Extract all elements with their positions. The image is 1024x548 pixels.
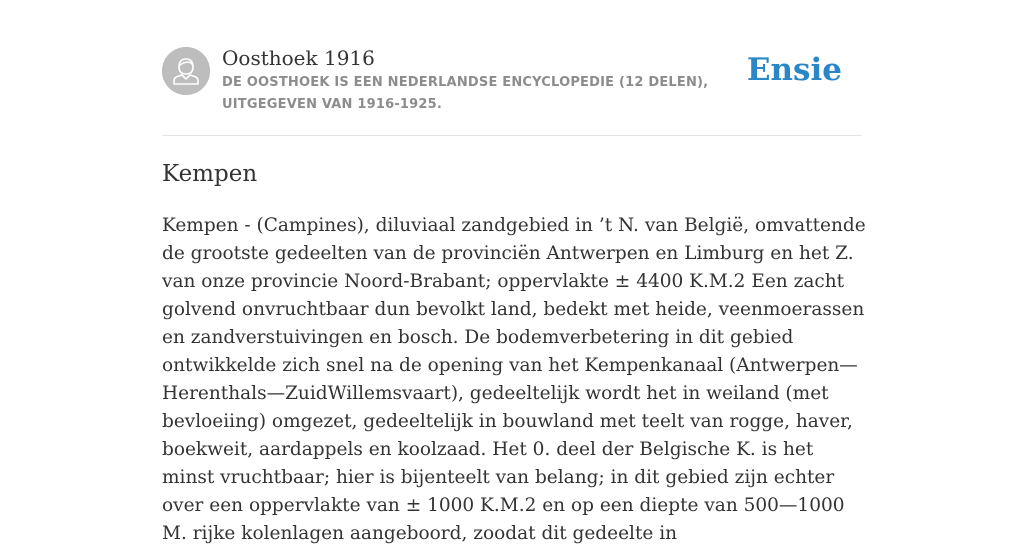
source-header [162,46,862,136]
source-title[interactable]: Oosthoek 1916 [222,46,375,70]
source-description: DE OOSTHOEK IS EEN NEDERLANDSE ENCYCLOPEDIE (12 DELEN), UITGEGEVEN VAN 1916-1925. [222,75,709,112]
header-divider [162,135,862,136]
entry-body: Kempen - (Campines), diluviaal zandgebied in ’t N. van België, omvattende de grootste gedeelten van de provinciën Antwerpen en Limburg en het Z. van onze provincie Noord-Brabant; oppervlakte ± 4400 K.M.2 Een zacht golvend onvruchtbaar dun bevolkt land, bedekt met heide, veenmoerassen en zandverstuivingen en bosch. De bodemverbetering in dit gebied ontwikkelde zich snel na de opening van het Kempenkanaal (Antwerpen—Herenthals—ZuidWillemsvaart), gedeeltelijk wordt het in weiland (met bevloeiing) omgezet, gedeeltelijk in bouwland met teelt van rogge, haver, boekweit, aardappels en koolzaad. Het 0. deel der Belgische K. is het minst vruchtbaar; hier is bijenteelt van belang; in dit gebied zijn echter over een oppervlakte van ± 1000 K.M.2 en op een diepte van 500—1000 M. rijke kolenlagen aangeboord, zoodat dit gedeelte in [162,215,866,544]
ensie-logo[interactable]: Ensie [746,52,842,88]
user-silhouette-icon [162,47,210,95]
entry-title: Kempen [162,161,258,187]
